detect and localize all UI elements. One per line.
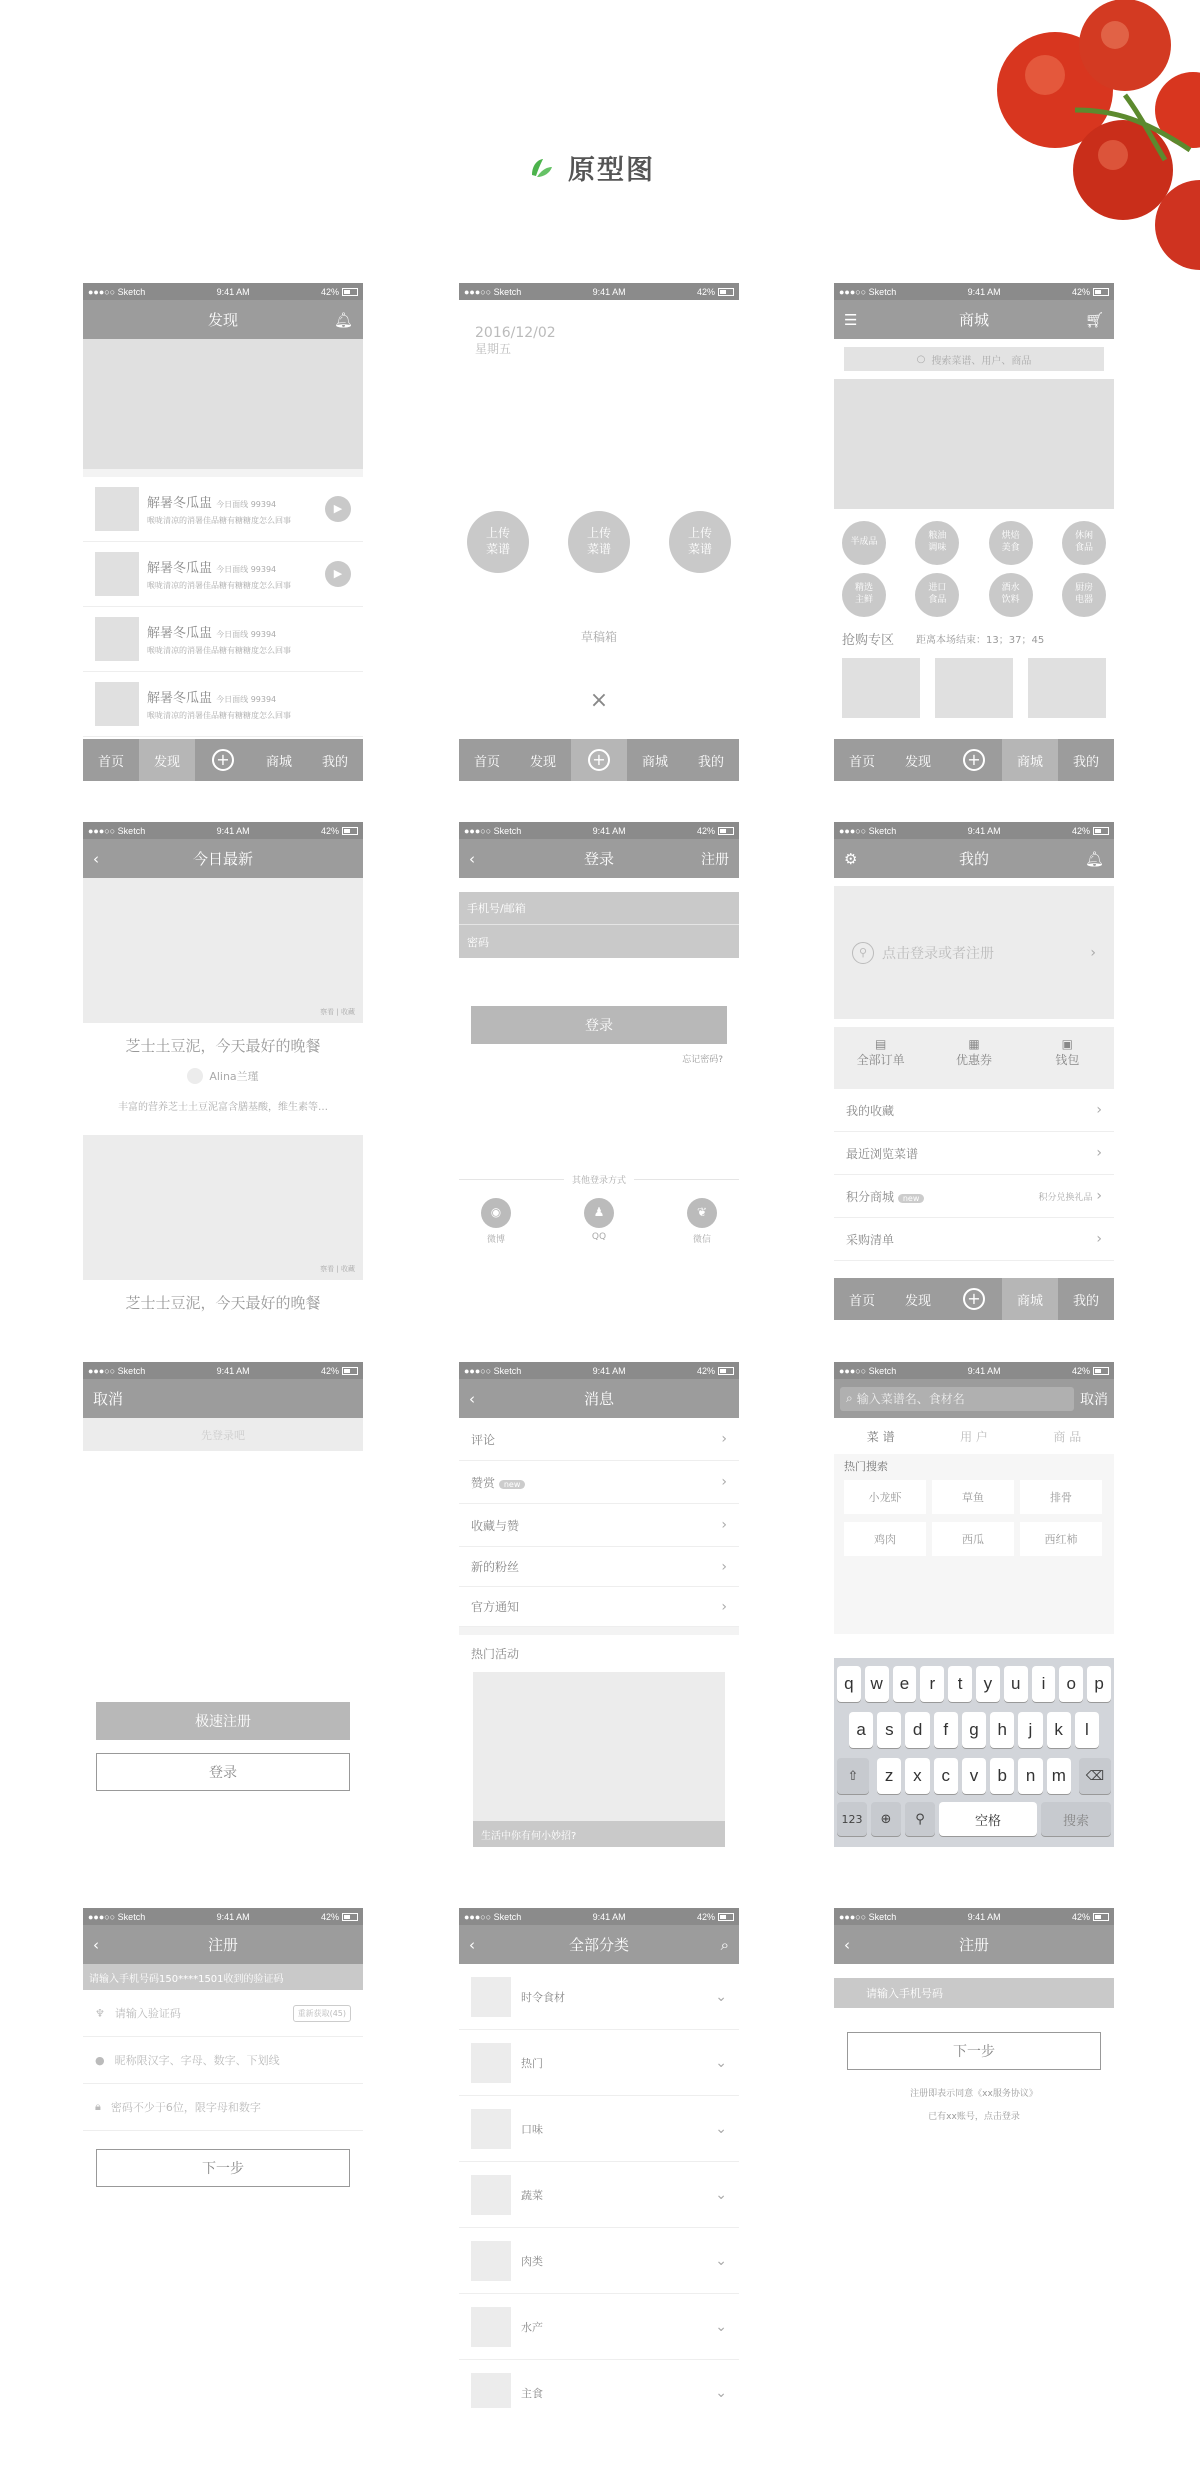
screen-search: [834, 1362, 1114, 1862]
tab-mine[interactable]: 我的: [321, 754, 348, 770]
category-row[interactable]: 热门 ⌄: [459, 2030, 739, 2096]
menu-row[interactable]: 积分商城 new 积分兑换礼品 ›: [834, 1175, 1114, 1218]
back-icon[interactable]: ‹: [469, 849, 475, 868]
play-icon[interactable]: ▶: [325, 561, 351, 587]
tab-home[interactable]: 首页: [473, 754, 500, 770]
wechat-icon: ❦: [687, 1198, 717, 1228]
screen-mine: [834, 822, 1114, 1322]
flash-items: [834, 648, 1114, 718]
message-row[interactable]: 赞赏 new ›: [459, 1461, 739, 1504]
bell-icon[interactable]: 🔔︎: [333, 310, 353, 329]
code-input[interactable]: ♆ 请输入验证码 重新获取(45): [83, 1990, 363, 2037]
battery-icon: [718, 1913, 734, 1921]
wechat-login[interactable]: ❦ 微信: [687, 1198, 717, 1245]
agreement-text[interactable]: 注册即表示同意《xx服务协议》: [910, 2089, 1038, 2099]
keyboard-row: [837, 1758, 1111, 1794]
banner-image[interactable]: [834, 379, 1114, 509]
letter-key[interactable]: c: [934, 1758, 958, 1794]
screen-messages: [459, 1362, 739, 1852]
screen-register-phone: [834, 1908, 1114, 2138]
chevron-right-icon: ›: [1096, 1145, 1102, 1161]
tab-home[interactable]: 首页: [848, 754, 875, 770]
letter-key[interactable]: m: [1047, 1758, 1071, 1794]
letter-key[interactable]: a: [849, 1712, 873, 1748]
letter-key[interactable]: q: [837, 1666, 861, 1702]
tab-discover[interactable]: 发现: [139, 739, 195, 781]
coupons[interactable]: ▦ 优惠券: [927, 1027, 1020, 1089]
battery-icon: [718, 1367, 734, 1375]
globe-icon[interactable]: ⊕: [871, 1802, 901, 1836]
coupon-icon: ▦: [968, 1037, 980, 1051]
category-thumbnail: [471, 2043, 511, 2083]
phone-input[interactable]: 请输入手机号码: [834, 1978, 1114, 2008]
nav-bar: ‹ 注册: [834, 1925, 1114, 1964]
nav-bar: ‹ 全部分类 ⌕: [459, 1925, 739, 1964]
nav-bar: 发现 🔔︎: [83, 300, 363, 339]
avatar: [187, 1068, 203, 1084]
tab-add[interactable]: [195, 739, 251, 781]
number-key[interactable]: 123: [837, 1802, 867, 1836]
screen-today: [83, 822, 363, 1327]
thumbnail: [95, 552, 139, 596]
article-image[interactable]: 察看 | 收藏: [83, 878, 363, 1023]
search-bar[interactable]: ○ 搜索菜谱、用户、商品: [844, 347, 1104, 371]
nav-bar: ☰ 商城 🛒︎: [834, 300, 1114, 339]
nav-bar: ‹ 消息: [459, 1379, 739, 1418]
thumbnail: [95, 617, 139, 661]
battery-icon: [342, 827, 358, 835]
category-thumbnail: [471, 2241, 511, 2281]
nav-bar: ‹ 注册: [83, 1925, 363, 1964]
clipboard-icon: ▤: [874, 1037, 887, 1051]
status-bar: ●●●○○ Sketch 9:41 AM 42%: [83, 1362, 363, 1379]
microphone-icon[interactable]: ⚲: [905, 1802, 935, 1836]
chevron-right-icon: ›: [1090, 944, 1096, 961]
search-icon: ⌕: [846, 1391, 853, 1405]
tab-mall[interactable]: 商城: [265, 754, 292, 770]
menu-row[interactable]: 最近浏览菜谱 ›: [834, 1132, 1114, 1175]
category-thumbnail: [471, 2175, 511, 2215]
login-link[interactable]: 已有xx账号，点击登录: [928, 2112, 1020, 2122]
thumbnail: [95, 682, 139, 726]
quick-register-button[interactable]: 极速注册: [96, 1702, 350, 1740]
hot-tags: [844, 1480, 1104, 1556]
search-tag[interactable]: 小龙虾: [844, 1480, 926, 1514]
tab-discover[interactable]: 发现: [904, 1293, 931, 1309]
message-row[interactable]: 评论 ›: [459, 1418, 739, 1461]
category-item[interactable]: 精选 主鲜: [842, 573, 886, 617]
weibo-login[interactable]: ◉ 微博: [481, 1198, 511, 1245]
tab-bar: [83, 739, 363, 781]
nav-bar: ⚙ 我的 🔔︎: [834, 839, 1114, 878]
keyboard-row: [837, 1666, 1111, 1702]
status-bar: ●●●○○ Sketch 9:41 AM 42%: [459, 1362, 739, 1379]
list-item[interactable]: 解暑冬瓜盅 今日面线 99394 喉咙清凉的消暑佳品糖有糖糖度怎么回事 ▶: [83, 477, 363, 542]
status-bar: ●●●○○ Sketch 9:41 AM 42%: [834, 283, 1114, 300]
chevron-down-icon: ⌄: [715, 2252, 727, 2269]
upload-buttons: [467, 511, 731, 573]
screen-discover: [83, 283, 363, 783]
letter-key[interactable]: v: [962, 1758, 986, 1794]
letter-key[interactable]: k: [1047, 1712, 1071, 1748]
tab-bar: [459, 739, 739, 781]
plus-icon: +: [588, 749, 610, 771]
tab-mine[interactable]: 我的: [697, 754, 724, 770]
category-row[interactable]: 水产 ⌄: [459, 2294, 739, 2360]
battery-icon: [1093, 827, 1109, 835]
category-item[interactable]: 进口 食品: [915, 573, 959, 617]
cancel-button[interactable]: 取消: [93, 1390, 124, 1408]
article-image[interactable]: 察看 | 收藏: [83, 1135, 363, 1280]
category-row[interactable]: 肉类 ⌄: [459, 2228, 739, 2294]
screen-login: [459, 822, 739, 1272]
tab-discover[interactable]: 发现: [904, 754, 931, 770]
keyboard-row: [837, 1802, 1111, 1836]
product-thumbnail[interactable]: [842, 658, 920, 718]
letter-key[interactable]: r: [920, 1666, 944, 1702]
category-item[interactable]: 酒水 饮料: [989, 573, 1033, 617]
login-card[interactable]: ⚲ 点击登录或者注册 ›: [834, 886, 1114, 1019]
letter-key[interactable]: w: [865, 1666, 889, 1702]
letter-key[interactable]: p: [1087, 1666, 1111, 1702]
category-row[interactable]: 蔬菜 ⌄: [459, 2162, 739, 2228]
category-row[interactable]: 口味 ⌄: [459, 2096, 739, 2162]
category-row[interactable]: 主食 ⌄: [459, 2360, 739, 2408]
nickname-input[interactable]: ● 昵称限汉字、字母、数字、下划线: [83, 2037, 363, 2084]
next-button[interactable]: 下一步: [847, 2032, 1101, 2070]
tab-mall[interactable]: 商城: [1002, 739, 1058, 781]
keyboard: [834, 1658, 1114, 1847]
back-icon[interactable]: ‹: [469, 1935, 475, 1954]
user-icon: ●: [95, 2053, 105, 2067]
battery-icon: [1093, 288, 1109, 296]
status-bar: ●●●○○ Sketch 9:41 AM 42%: [459, 1908, 739, 1925]
phone-input[interactable]: 手机号/邮箱: [459, 892, 739, 925]
hot-activity-label: 热门活动: [471, 1647, 520, 1661]
search-input[interactable]: ⌕ 输入菜谱名、食材名: [840, 1387, 1074, 1411]
search-key[interactable]: 搜索: [1041, 1802, 1111, 1836]
battery-icon: [718, 827, 734, 835]
chevron-down-icon: ⌄: [715, 2318, 727, 2335]
resend-code-button[interactable]: 重新获取(45): [293, 2005, 351, 2022]
back-icon[interactable]: ‹: [93, 849, 99, 868]
screen-register-code: [83, 1908, 363, 2208]
space-key[interactable]: 空格: [939, 1802, 1037, 1836]
search-tag[interactable]: 鸡肉: [844, 1522, 926, 1556]
register-link[interactable]: 注册: [701, 851, 729, 868]
chevron-right-icon: ›: [1096, 1231, 1102, 1247]
activity-caption: 生活中你有何小妙招?: [473, 1821, 725, 1847]
letter-key[interactable]: i: [1032, 1666, 1056, 1702]
letter-key[interactable]: y: [976, 1666, 1000, 1702]
category-thumbnail: [471, 2307, 511, 2347]
nav-bar: ‹ 今日最新: [83, 839, 363, 878]
letter-key[interactable]: n: [1018, 1758, 1042, 1794]
nav-bar: ‹ 登录 注册: [459, 839, 739, 878]
chevron-right-icon: ›: [1096, 1102, 1102, 1118]
chevron-down-icon: ⌄: [715, 1988, 727, 2005]
letter-key[interactable]: h: [990, 1712, 1014, 1748]
letter-key[interactable]: l: [1075, 1712, 1099, 1748]
chevron-right-icon: ›: [721, 1558, 727, 1575]
category-row[interactable]: 时令食材 ⌄: [459, 1964, 739, 2030]
login-button[interactable]: 登录: [471, 1006, 727, 1044]
tab-add[interactable]: [946, 1278, 1002, 1320]
fork-knife-icon: ♆: [95, 2006, 105, 2020]
gear-icon[interactable]: ⚙: [844, 849, 858, 868]
search-icon[interactable]: ⌕: [720, 1935, 729, 1954]
status-bar: ●●●○○ Sketch 9:41 AM 42%: [834, 1362, 1114, 1379]
category-item[interactable]: 粮油 调味: [915, 521, 959, 565]
menu-row[interactable]: 采购清单 ›: [834, 1218, 1114, 1261]
upload-recipe-button[interactable]: 上传 菜谱: [669, 511, 731, 573]
upload-recipe-button[interactable]: 上传 菜谱: [568, 511, 630, 573]
recipe-list: [83, 477, 363, 737]
chevron-down-icon: ⌄: [715, 2054, 727, 2071]
search-tag[interactable]: 草鱼: [932, 1480, 1014, 1514]
search-tabs: [834, 1418, 1114, 1454]
battery-icon: [1093, 1367, 1109, 1375]
back-icon[interactable]: ‹: [844, 1935, 850, 1954]
keyboard-row: [837, 1712, 1111, 1748]
menu-row[interactable]: 我的收藏 ›: [834, 1089, 1114, 1132]
page-header: [530, 148, 655, 187]
plus-icon: +: [963, 749, 985, 771]
draft-link[interactable]: 草稿箱: [580, 630, 617, 644]
login-form: [459, 892, 739, 958]
hot-search-panel: 热门搜索 小龙虾 草鱼 排骨 鸡肉 西瓜 西红柿: [834, 1454, 1114, 1634]
product-thumbnail[interactable]: [1028, 658, 1106, 718]
new-badge: new: [898, 1194, 925, 1203]
tab-discover[interactable]: 发现: [529, 754, 556, 770]
article-title[interactable]: 芝士土豆泥，今天最好的晚餐: [125, 1037, 321, 1055]
chevron-right-icon: ›: [721, 1517, 727, 1533]
chevron-right-icon: ›: [721, 1474, 727, 1490]
plus-icon: +: [212, 749, 234, 771]
search-tag[interactable]: 排骨: [1020, 1480, 1102, 1514]
battery-icon: [342, 1913, 358, 1921]
back-icon[interactable]: ‹: [469, 1389, 475, 1408]
back-icon[interactable]: ‹: [93, 1935, 99, 1954]
weibo-icon: ◉: [481, 1198, 511, 1228]
tomato-image: [975, 0, 1200, 275]
status-bar: ●●●○○ Sketch 9:41 AM 42%: [834, 822, 1114, 839]
letter-key[interactable]: f: [934, 1712, 958, 1748]
wallet-icon: ▣: [1061, 1037, 1073, 1051]
new-badge: new: [499, 1480, 526, 1489]
tab-bar: [834, 739, 1114, 781]
tab-mine[interactable]: 我的: [1072, 1293, 1099, 1309]
order-shortcuts: [834, 1027, 1114, 1089]
bell-icon[interactable]: 🔔︎: [1084, 849, 1104, 868]
login-button[interactable]: 登录: [96, 1753, 350, 1791]
product-thumbnail[interactable]: [935, 658, 1013, 718]
tab-bar: [834, 1278, 1114, 1320]
page-title: 原型图: [568, 155, 655, 186]
social-login: [459, 1186, 739, 1245]
letter-key[interactable]: x: [905, 1758, 929, 1794]
next-button[interactable]: 下一步: [96, 2149, 350, 2187]
cart-icon[interactable]: 🛒︎: [1084, 310, 1104, 329]
article-title[interactable]: 芝士士豆泥，今天最好的晚餐: [125, 1294, 321, 1312]
shift-key[interactable]: ⇧: [837, 1758, 869, 1794]
date-block: 2016/12/02 星期五: [475, 325, 556, 356]
tab-users[interactable]: 用 户: [960, 1429, 988, 1444]
tab-add[interactable]: [571, 739, 627, 781]
battery-icon: [342, 1367, 358, 1375]
wallet[interactable]: ▣ 钱包: [1021, 1027, 1114, 1089]
category-thumbnail: [471, 2373, 511, 2409]
letter-key[interactable]: u: [1004, 1666, 1028, 1702]
status-bar: ●●●○○ Sketch 9:41 AM 42%: [459, 283, 739, 300]
chevron-down-icon: ⌄: [715, 2120, 727, 2137]
search-tag[interactable]: 西红柿: [1020, 1522, 1102, 1556]
message-row[interactable]: 收藏与赞 ›: [459, 1504, 739, 1547]
password-input[interactable]: 密码: [467, 935, 489, 949]
chevron-right-icon: ›: [721, 1598, 727, 1615]
status-bar: ●●●○○ Sketch 9:41 AM 42%: [83, 822, 363, 839]
lock-icon: 🔒︎: [95, 2100, 101, 2113]
category-grid: [834, 509, 1114, 617]
search-tag[interactable]: 西瓜: [932, 1522, 1014, 1556]
category-item[interactable]: 厨房 电器: [1062, 573, 1106, 617]
letter-key[interactable]: e: [893, 1666, 917, 1702]
tab-mall[interactable]: 商城: [641, 754, 668, 770]
delete-key[interactable]: ⌫: [1079, 1758, 1111, 1794]
cancel-button[interactable]: 取消: [1080, 1391, 1108, 1408]
tab-add[interactable]: [946, 739, 1002, 781]
plus-icon: +: [963, 1288, 985, 1310]
tab-home[interactable]: 首页: [848, 1293, 875, 1309]
search-bar: [834, 1379, 1114, 1418]
nav-bar: [83, 1379, 363, 1418]
menu-icon[interactable]: ☰: [844, 310, 858, 329]
battery-icon: [718, 288, 734, 296]
battery-icon: [342, 288, 358, 296]
status-bar: ●●●○○ Sketch 9:41 AM 42%: [459, 822, 739, 839]
login-hint: 先登录吧: [83, 1418, 363, 1451]
screen-mall: [834, 283, 1114, 783]
close-icon[interactable]: ×: [589, 688, 609, 713]
letter-key[interactable]: g: [962, 1712, 986, 1748]
letter-key[interactable]: j: [1018, 1712, 1042, 1748]
chevron-right-icon: ›: [721, 1431, 727, 1447]
activity-card[interactable]: [473, 1672, 725, 1847]
category-item[interactable]: 休闲 食品: [1062, 521, 1106, 565]
chevron-down-icon: ⌄: [715, 2384, 727, 2401]
tab-mall[interactable]: 商城: [1002, 1278, 1058, 1320]
sms-notice: 请输入手机号码150****1501收到的验证码: [83, 1964, 363, 1990]
category-item[interactable]: 烘焙 美食: [989, 521, 1033, 565]
letter-key[interactable]: d: [905, 1712, 929, 1748]
upload-recipe-button[interactable]: 上传 菜谱: [467, 511, 529, 573]
category-thumbnail: [471, 1977, 511, 2017]
letter-key[interactable]: t: [948, 1666, 972, 1702]
letter-key[interactable]: z: [877, 1758, 901, 1794]
message-row[interactable]: 官方通知 ›: [459, 1587, 739, 1627]
chevron-right-icon: ›: [1096, 1188, 1102, 1204]
letter-key[interactable]: b: [990, 1758, 1014, 1794]
forgot-password-link[interactable]: 忘记密码?: [682, 1055, 723, 1065]
tab-products[interactable]: 商 品: [1053, 1429, 1082, 1444]
letter-keys: [873, 1758, 1075, 1794]
banner-image[interactable]: [83, 339, 363, 469]
screen-login-prompt: [83, 1362, 363, 1802]
message-row[interactable]: 新的粉丝 ›: [459, 1547, 739, 1587]
other-login-divider: 其他登录方式: [459, 1173, 739, 1186]
status-bar: ●●●○○ Sketch 9:41 AM 42%: [83, 283, 363, 300]
list-item[interactable]: 解暑冬瓜盅 今日面线 99394 喉咙清凉的消暑佳品糖有糖糖度怎么回事: [83, 607, 363, 672]
category-thumbnail: [471, 2109, 511, 2149]
article-desc: 丰富的营养芝士土豆泥富含膳基酸，维生素等…: [118, 1102, 328, 1113]
all-orders[interactable]: ▤ 全部订单: [834, 1027, 927, 1089]
flash-sale-header: 抢购专区 距离本场结束：13；37；45: [842, 633, 1045, 648]
password-input[interactable]: 🔒︎ 密码不少于6位，限字母和数字: [83, 2084, 363, 2131]
user-icon: ⚲: [852, 942, 874, 964]
letter-key[interactable]: s: [877, 1712, 901, 1748]
list-item[interactable]: 解暑冬瓜盅 今日面线 99394 喉咙清凉的消暑佳品糖有糖糖度怎么回事: [83, 672, 363, 737]
status-bar: ●●●○○ Sketch 9:41 AM 42%: [834, 1908, 1114, 1925]
search-icon: ○: [916, 353, 926, 365]
author: Alina兰瑾: [83, 1068, 363, 1084]
qq-login[interactable]: ♟ QQ: [584, 1198, 614, 1245]
screen-publish: [459, 283, 739, 783]
status-bar: ●●●○○ Sketch 9:41 AM 42%: [83, 1908, 363, 1925]
leaf-icon: [530, 155, 554, 181]
qq-icon: ♟: [584, 1198, 614, 1228]
tab-home[interactable]: 首页: [97, 754, 124, 770]
tab-recipes[interactable]: 菜 谱: [866, 1429, 895, 1444]
thumbnail: [95, 487, 139, 531]
category-item[interactable]: 半成品: [842, 521, 886, 565]
play-icon[interactable]: ▶: [325, 496, 351, 522]
letter-key[interactable]: o: [1059, 1666, 1083, 1702]
tab-mine[interactable]: 我的: [1072, 754, 1099, 770]
battery-icon: [1093, 1913, 1109, 1921]
list-item[interactable]: 解暑冬瓜盅 今日面线 99394 喉咙清凉的消暑佳品糖有糖糖度怎么回事 ▶: [83, 542, 363, 607]
chevron-down-icon: ⌄: [715, 2186, 727, 2203]
screen-categories: [459, 1908, 739, 2408]
